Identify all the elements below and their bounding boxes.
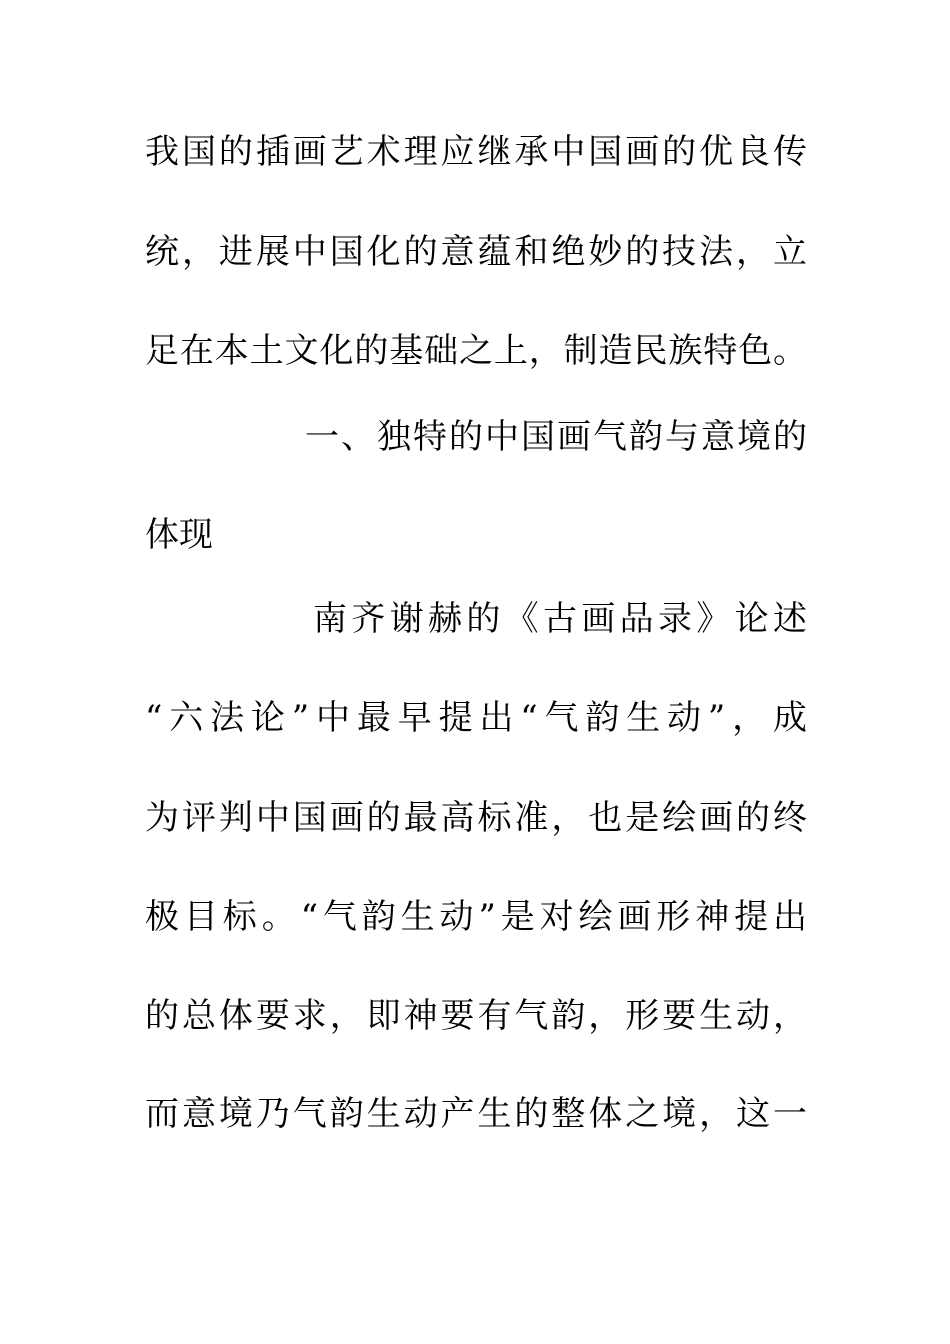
paragraph-line-3: 足在本土文化的基础之上，制造民族特色。	[145, 331, 807, 371]
section-heading-line-2: 体现	[145, 515, 213, 555]
paragraph-line-6: 为评判中国画的最高标准，也是绘画的终	[145, 798, 807, 838]
paragraph-line-1: 我国的插画艺术理应继承中国画的优良传	[145, 132, 807, 172]
paragraph-line-4: 南齐谢赫的《古画品录》论述	[313, 599, 807, 639]
section-heading-line-1: 一、独特的中国画气韵与意境的	[305, 417, 807, 457]
paragraph-line-7: 极目标。“气韵生动”是对绘画形神提出	[145, 897, 807, 937]
paragraph-line-2: 统，进展中国化的意蕴和绝妙的技法，立	[145, 232, 807, 272]
paragraph-line-5: “六法论”中最早提出“气韵生动”，成	[145, 698, 807, 738]
paragraph-line-9: 而意境乃气韵生动产生的整体之境，这一	[145, 1094, 807, 1134]
paragraph-line-8: 的总体要求，即神要有气韵，形要生动，	[145, 996, 807, 1036]
